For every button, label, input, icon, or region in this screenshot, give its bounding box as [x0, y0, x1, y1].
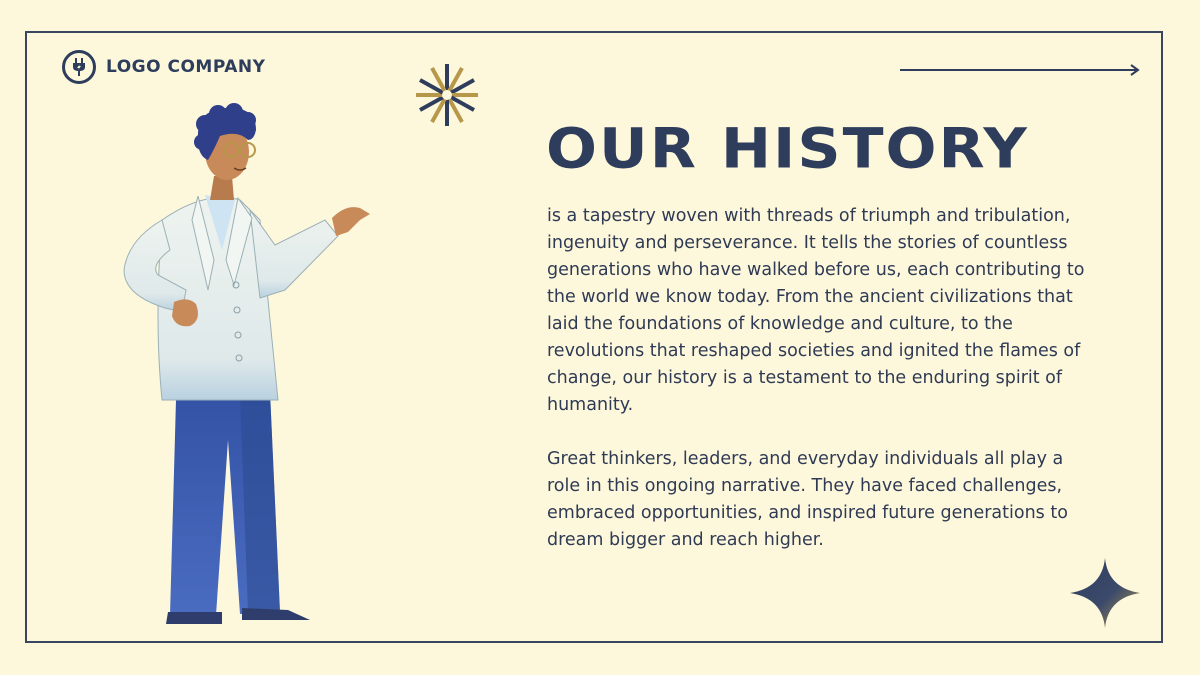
scientist-illustration — [110, 100, 390, 635]
starburst-icon — [414, 62, 480, 128]
paragraph-intro: is a tapestry woven with threads of triumph and tribulation, ingenuity and perseverance. It tells the stories of countless generations who have walked before us, each contributing to the world we know today. From the ancient civilizations that laid the foundations of knowledge and culture, to the revolutions that reshaped societies and ignited the flames of change, our history is a testament to the enduring spirit of humanity. — [547, 206, 1085, 415]
arrow-right-icon — [900, 63, 1142, 77]
logo-text: LOGO COMPANY — [106, 57, 266, 77]
logo — [62, 50, 265, 84]
paragraph-thinkers: Great thinkers, leaders, and everyday individuals all play a role in this ongoing narrative. They have faced challenges, embraced opportunities, and inspired future generations to dream bigger and reach higher. — [547, 449, 1068, 550]
four-point-star-icon — [1070, 558, 1140, 628]
page-title: OUR HISTORY — [546, 116, 1029, 182]
plug-icon — [62, 50, 96, 84]
history-body — [547, 203, 1087, 554]
